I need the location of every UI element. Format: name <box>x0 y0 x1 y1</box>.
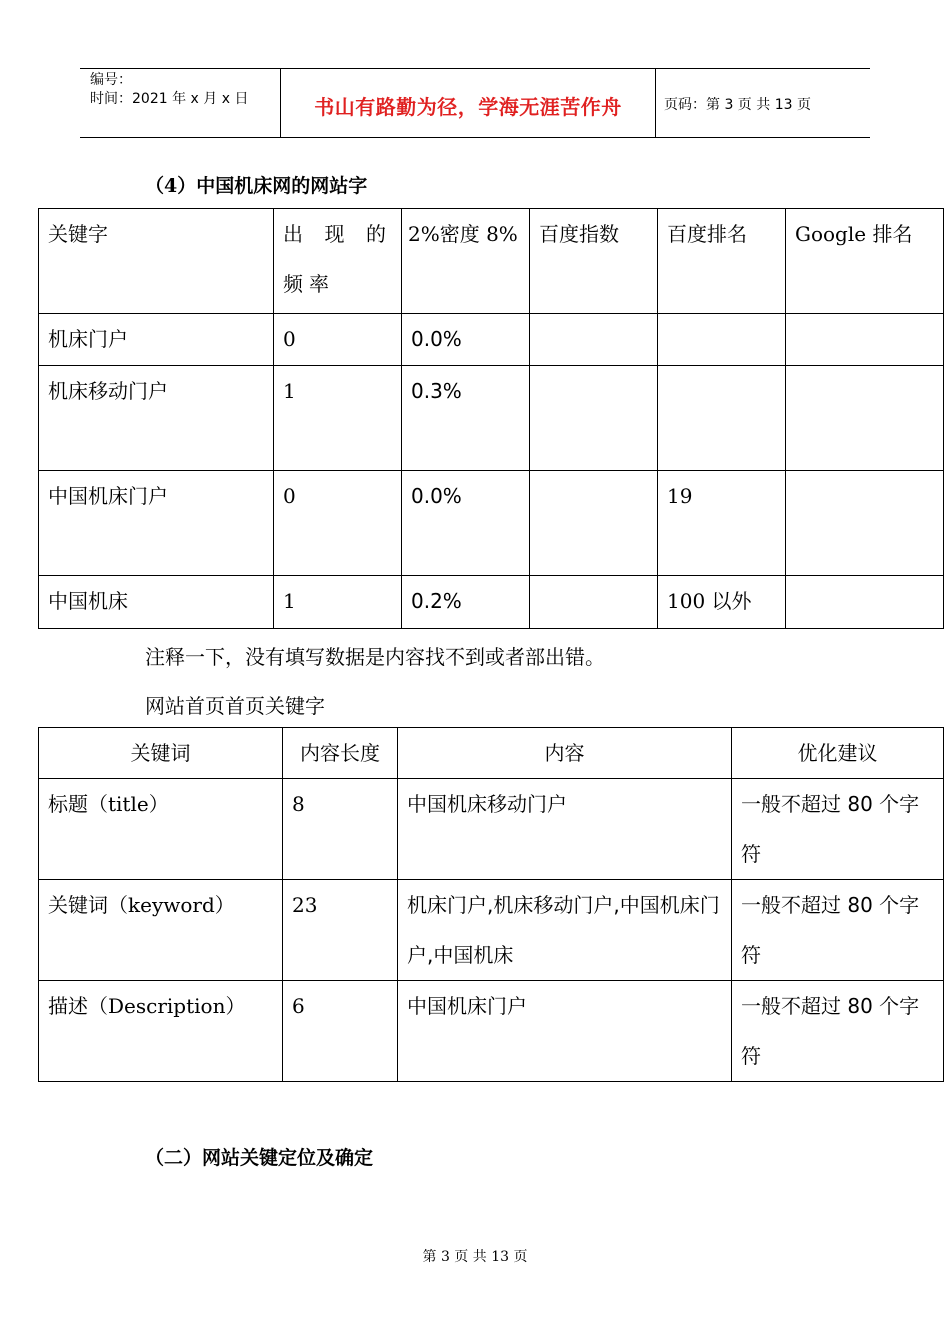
suggestion-cell: 一般不超过 80 个字符 <box>732 779 944 880</box>
header-cell: 百度指数 <box>530 209 658 314</box>
keyword-cell: 中国机床 <box>39 576 274 629</box>
header-cell: 关键词 <box>39 728 283 779</box>
baidu-index-cell <box>530 366 658 471</box>
table-row <box>39 779 944 880</box>
table-row <box>39 366 944 471</box>
density-cell: 0.3% <box>402 366 530 471</box>
google-rank-cell <box>786 366 944 471</box>
keyword-cell: 机床门户 <box>39 314 274 366</box>
header-cell: 出 现 的 频率 <box>274 209 402 314</box>
serial-label: 编号： <box>90 72 132 88</box>
homepage-table-title: 网站首页首页关键字 <box>145 694 325 718</box>
baidu-rank-cell <box>658 366 786 471</box>
keyword-type-cell: 描述（Description） <box>39 981 283 1082</box>
table-row <box>39 981 944 1082</box>
section-two-title: （二）网站关键定位及确定 <box>145 1147 374 1169</box>
homepage-keyword-table <box>38 727 944 1082</box>
time-label: 时间：2021 年 x 月 x 日 <box>90 91 249 107</box>
frequency-cell: 1 <box>274 366 402 471</box>
header-cell: 内容长度 <box>283 728 398 779</box>
page-header <box>80 68 870 138</box>
google-rank-cell <box>786 471 944 576</box>
content-cell: 机床门户,机床移动门户,中国机床门户,中国机床 <box>398 880 732 981</box>
density-cell: 0.2% <box>402 576 530 629</box>
table-row <box>39 880 944 981</box>
keyword-type-cell: 关键词（keyword） <box>39 880 283 981</box>
content-length-cell: 6 <box>283 981 398 1082</box>
table-header-row <box>39 209 944 314</box>
frequency-cell: 0 <box>274 471 402 576</box>
density-cell: 0.0% <box>402 471 530 576</box>
baidu-index-cell <box>530 471 658 576</box>
content-cell: 中国机床移动门户 <box>398 779 732 880</box>
table-header-row <box>39 728 944 779</box>
header-motto-cell <box>280 69 656 137</box>
content-length-cell: 23 <box>283 880 398 981</box>
density-cell: 0.0% <box>402 314 530 366</box>
keyword-type-cell: 标题（title） <box>39 779 283 880</box>
header-cell: 内容 <box>398 728 732 779</box>
google-rank-cell <box>786 576 944 629</box>
frequency-cell: 0 <box>274 314 402 366</box>
table-row <box>39 576 944 629</box>
motto: 书山有路勤为径，学海无涯苦作舟 <box>314 95 622 119</box>
page-footer: 第 3 页 共 13 页 <box>422 1249 528 1265</box>
header-cell: 2%密度 8% <box>402 209 530 314</box>
google-rank-cell <box>786 314 944 366</box>
section-4-title: （4）中国机床网的网站字 <box>145 175 368 197</box>
page-info: 页码：第 3 页 共 13 页 <box>664 97 811 113</box>
table-row <box>39 471 944 576</box>
baidu-index-cell <box>530 314 658 366</box>
header-meta <box>80 69 280 137</box>
baidu-rank-cell: 19 <box>658 471 786 576</box>
header-cell: 优化建议 <box>732 728 944 779</box>
content-length-cell: 8 <box>283 779 398 880</box>
baidu-index-cell <box>530 576 658 629</box>
header-cell: 百度排名 <box>658 209 786 314</box>
baidu-rank-cell: 100 以外 <box>658 576 786 629</box>
keyword-cell: 机床移动门户 <box>39 366 274 471</box>
suggestion-cell: 一般不超过 80 个字符 <box>732 880 944 981</box>
keyword-cell: 中国机床门户 <box>39 471 274 576</box>
keyword-table <box>38 208 944 629</box>
content-cell: 中国机床门户 <box>398 981 732 1082</box>
table-row <box>39 314 944 366</box>
header-cell: Google 排名 <box>786 209 944 314</box>
frequency-cell: 1 <box>274 576 402 629</box>
note-text: 注释一下，没有填写数据是内容找不到或者部出错。 <box>145 645 605 669</box>
suggestion-cell: 一般不超过 80 个字符 <box>732 981 944 1082</box>
header-cell: 关键字 <box>39 209 274 314</box>
header-page-cell <box>655 69 870 137</box>
baidu-rank-cell <box>658 314 786 366</box>
